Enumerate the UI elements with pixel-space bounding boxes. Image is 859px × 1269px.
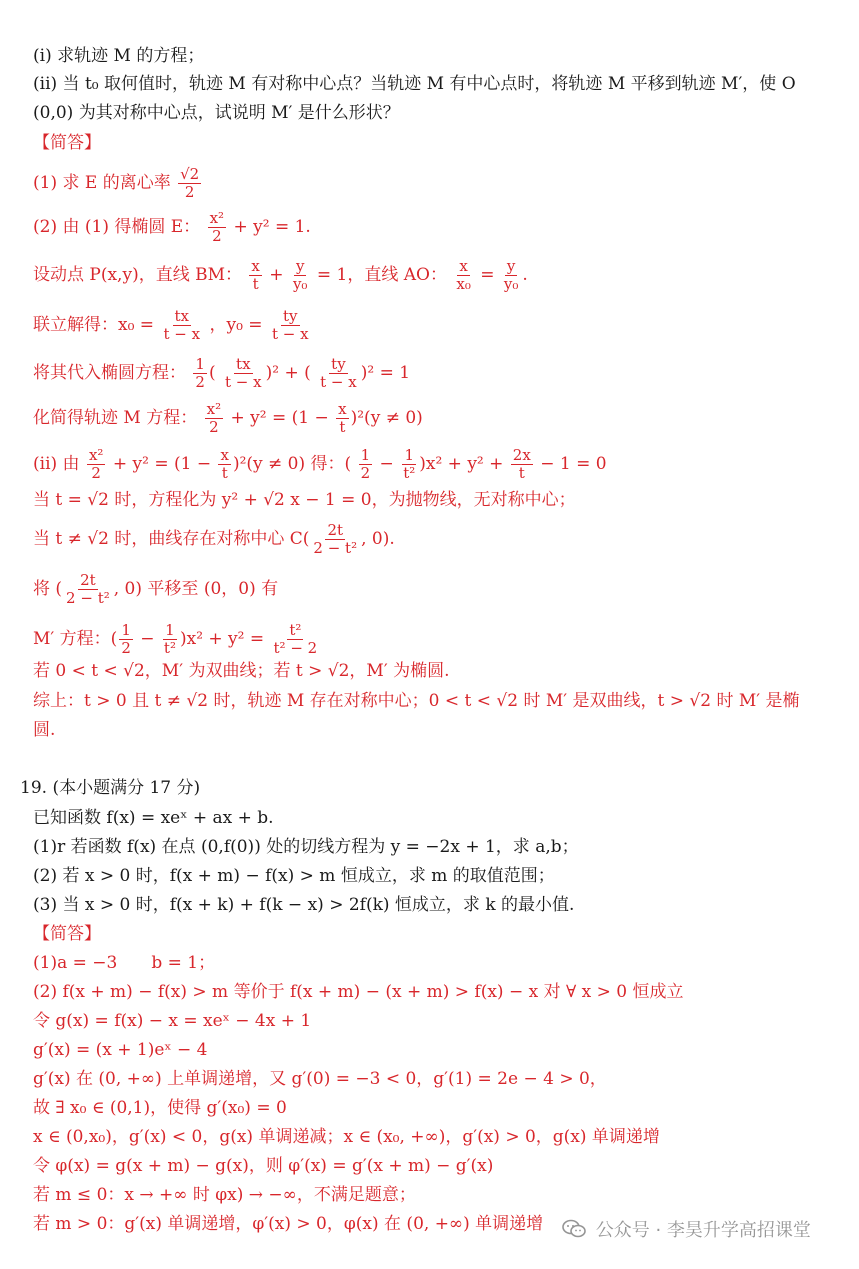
q19-line: 已知函数 f(x) = xeˣ + ax + b. [33, 808, 274, 828]
q19-answer-line: x ∈ (0,x₀)，g′(x) < 0，g(x) 单调递减；x ∈ (x₀, +∞)，g′(x) > 0，g(x) 单调递增 [33, 1127, 660, 1147]
answer-line-10: 将 ( $\frac{2t}{\text{2 − t²}}$ , 0) 平移至 (0，0) 有 [33, 571, 279, 607]
answer-line-3: 设动点 P(x,y)，直线 BM： $\frac{x}{t}$ + $\frac{y}{\text{y₀}}$ = 1，直线 AO： $\frac{x}{\text{x₀}}$ = $\frac{y}{\text{y₀}}$ . [33, 257, 528, 293]
answer-line-2: (2) 由 (1) 得椭圆 E： $\frac{\text{x²}}{2}$ + y² = 1. [33, 209, 311, 245]
q19-answer-line: 令 g(x) = f(x) − x = xeˣ − 4x + 1 [33, 1011, 312, 1031]
q19-answer-line: 故 ∃ x₀ ∈ (0,1)，使得 g′(x₀) = 0 [33, 1098, 287, 1118]
q19-answer-line: (1)a = −3 b = 1； [33, 953, 216, 973]
answer-line-11: M′ 方程：( $\frac{1}{2}$ − $\frac{1}{\text{t²}}$ )x² + y² = $\frac{\text{t²}}{\text{t² − 2}}$ [33, 621, 318, 657]
question-part-ii-cont: (0,0) 为其对称中心点，试说明 M′ 是什么形状？ [33, 103, 400, 123]
q19-line: (3) 当 x > 0 时，f(x + k) + f(k − x) > 2f(k) 恒成立，求 k 的最小值. [33, 895, 575, 915]
q19-answer-heading: 【简答】 [33, 924, 101, 944]
q19-line: (2) 若 x > 0 时，f(x + m) − f(x) > m 恒成立，求 m 的取值范围； [33, 866, 555, 886]
q19-answer-line: (2) f(x + m) − f(x) > m 等价于 f(x + m) − (x + m) > f(x) − x 对 ∀ x > 0 恒成立 [33, 982, 684, 1002]
answer-line-8: 当 t = √2 时，方程化为 y² + √2 x − 1 = 0，为抛物线，无对称中心； [33, 490, 576, 510]
answer-line-4: 联立解得：x₀ = $\frac{tx}{t - x}$ ，y₀ = $\frac{ty}{t - x}$ [33, 307, 309, 343]
q19-answer-line: g′(x) 在 (0, +∞) 上单调递增，又 g′(0) = −3 < 0，g′(1) = 2e − 4 > 0， [33, 1069, 607, 1089]
question-part-i: (i) 求轨迹 M 的方程； [33, 46, 205, 66]
q19-answer-line: g′(x) = (x + 1)eˣ − 4 [33, 1040, 208, 1060]
question-part-ii: (ii) 当 t₀ 取何值时，轨迹 M 有对称中心点？当轨迹 M 有中心点时，将轨迹 M 平移到轨迹 M′，使 O [33, 74, 796, 94]
answer-line-12: 若 0 < t < √2，M′ 为双曲线；若 t > √2，M′ 为椭圆. [33, 661, 450, 681]
fraction: $\frac{√2}{2}$ [180, 165, 200, 201]
answer-line-5: 将其代入椭圆方程： $\frac{1}{2}$ ( $\frac{tx}{t - x}$ )² + ( $\frac{ty}{t - x}$ )² = 1 [33, 355, 411, 391]
wechat-icon [562, 1219, 586, 1239]
answer-line-7: (ii) 由 $\frac{\text{x²}}{2}$ + y² = (1 − $\frac{x}{t}$ )²(y ≠ 0) 得：( $\frac{1}{2}$ − $\frac{1}{\text{t²}}$ )x² + y² + $\frac{2x}{t}$ − 1 = 0 [33, 446, 607, 482]
q19-answer-line: 令 φ(x) = g(x + m) − g(x)，则 φ′(x) = g′(x + m) − g′(x) [33, 1156, 494, 1176]
q19-answer-line: 若 m ≤ 0：x → +∞ 时 φx) → −∞，不满足题意； [33, 1185, 416, 1205]
q19-answer-line: 若 m > 0：g′(x) 单调递增，φ′(x) > 0，φ(x) 在 (0, +∞) 单调递增 [33, 1214, 544, 1234]
answer-heading: 【简答】 [33, 133, 101, 153]
answer-line-13: 综上：t > 0 且 t ≠ √2 时，轨迹 M 存在对称中心；0 < t < √2 时 M′ 是双曲线，t > √2 时 M′ 是椭 [33, 691, 800, 711]
watermark [562, 1216, 811, 1242]
q19-line: (1)r 若函数 f(x) 在点 (0,f(0)) 处的切线方程为 y = −2x + 1，求 a,b； [33, 837, 579, 857]
question-number: 19. [20, 778, 48, 798]
answer-line-6: 化简得轨迹 M 方程： $\frac{\text{x²}}{2}$ + y² = (1 − $\frac{x}{t}$ )²(y ≠ 0) [33, 400, 423, 436]
answer-line-14: 圆. [33, 720, 56, 740]
answer-line-9: 当 t ≠ √2 时，曲线存在对称中心 C( $\frac{2t}{\text{2 − t²}}$ , 0). [33, 521, 395, 557]
watermark-text: 公众号 · 李昊升学高招课堂 [595, 1220, 811, 1241]
answer-line-1: (1) 求 E 的离心率 $\frac{√2}{2}$ [33, 165, 200, 201]
question-19-header: 19. (本小题满分 17 分) [20, 778, 201, 798]
